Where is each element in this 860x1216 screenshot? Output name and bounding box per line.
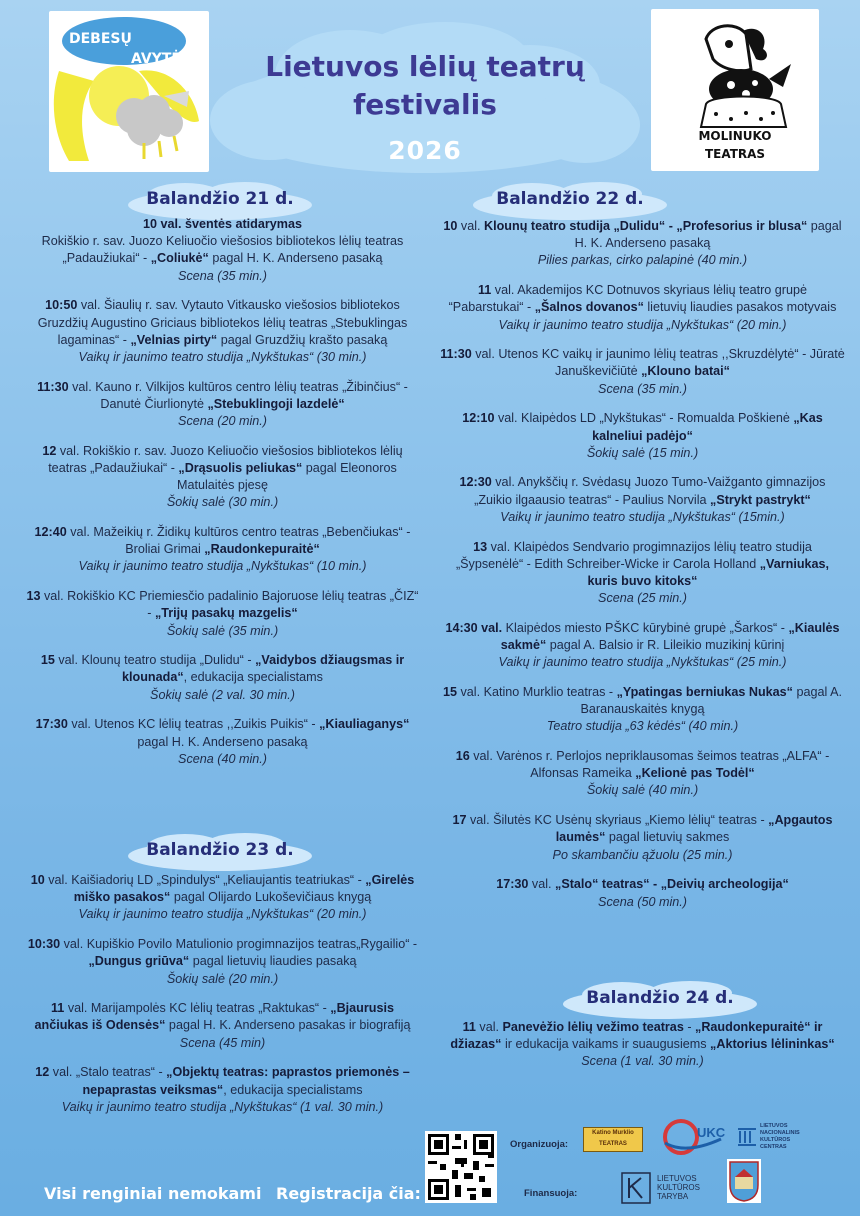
event-highlight: „Stebuklingoji lazdelė“ — [207, 396, 345, 411]
registration-qr-code[interactable] — [425, 1131, 497, 1203]
event-text: pagal lietuvių sakmes — [605, 830, 730, 845]
logo-right-text2: TEATRAS — [704, 147, 766, 161]
event-highlight: „Bjaurusis ančiukas iš Odensės“ — [34, 1001, 394, 1033]
event-text: Rokiškio r. sav. Juozo Keliuočio viešosios bibliotekos lėlių teatras „Padaužiukai“ - — [41, 234, 404, 266]
day-label-21: Balandžio 21 d. — [146, 189, 294, 209]
event-item — [440, 876, 845, 910]
event-highlight: 12:10 — [462, 411, 495, 426]
event-text: pagal Gruzdžių krašto pasaką — [217, 332, 388, 347]
event-item — [440, 218, 845, 270]
event-text: pagal A. Balsio ir R. Lileikio muzikinį kūrinį — [546, 638, 785, 653]
event-item — [25, 1000, 420, 1052]
event-highlight: 16 — [455, 749, 470, 764]
event-venue: Scena (20 min.) — [178, 414, 267, 429]
event-highlight: 11 — [51, 1001, 65, 1016]
event-item — [25, 216, 420, 285]
events-day-22 — [440, 218, 845, 923]
event-venue: Scena (35 min.) — [178, 268, 267, 283]
event-venue: Vaikų ir jaunimo teatro studija „Nykštukas“ (20 min.) — [498, 317, 787, 332]
event-text: val. Klounų teatro studija „Dulidu“ - — [54, 653, 256, 668]
event-text: - — [683, 1020, 696, 1034]
event-highlight: „Klouno batai“ — [641, 364, 730, 379]
event-highlight: 10:30 — [27, 937, 61, 952]
event-venue: Šokių salė (2 val. 30 min.) — [150, 687, 295, 702]
organizers-label: Organizuoja: — [510, 1139, 569, 1150]
day-header-24 — [560, 980, 760, 1020]
event-text: val. Šilutės KC Usėnų skyriaus „Kiemo lėlių“ teatras - — [466, 813, 769, 828]
event-venue: Scena (35 min.) — [598, 381, 687, 396]
event-highlight: „Stalo“ teatras“ - „Deivių archeologija“ — [555, 877, 789, 892]
event-item — [25, 652, 420, 704]
event-text: val. Utenos KC vaikų ir jaunimo lėlių teatras ,,Skruzdėlytė“ - Jūratė Januškevičiūtė — [471, 347, 845, 379]
event-highlight: 17 — [452, 813, 467, 828]
lnkc-logo — [736, 1123, 820, 1149]
event-highlight: „Drąsuolis peliukas“ — [178, 460, 303, 475]
event-venue: Šokių salė (15 min.) — [586, 445, 699, 460]
event-highlight: 13 — [473, 539, 488, 554]
lkt-text-1: LIETUVOS — [657, 1174, 697, 1183]
event-highlight: „Velnias pirty“ — [130, 332, 218, 347]
katino-murklio-logo — [583, 1127, 643, 1152]
day-label-22: Balandžio 22 d. — [496, 189, 644, 209]
event-text: pagal Olijardo Lukoševičiaus knygą — [170, 890, 372, 905]
page-title — [210, 48, 640, 124]
event-highlight: „Šalnos dovanos“ — [534, 300, 644, 315]
free-events-text: Visi renginiai nemokami — [44, 1184, 262, 1203]
title-line-1: Lietuvos lėlių teatrų — [265, 50, 585, 83]
event-item — [440, 539, 845, 608]
event-venue: Pilies parkas, cirko palapinė (40 min.) — [537, 253, 748, 268]
festival-year: 2026 — [388, 136, 462, 165]
event-venue: Scena (1 val. 30 min.) — [581, 1054, 704, 1069]
event-text: val. Akademijos KC Dotnuvos skyriaus lėlių teatro grupė “Pabarstukai“ - — [448, 283, 808, 315]
event-text: pagal H. K. Anderseno pasaką — [137, 734, 308, 749]
rokiskis-coat-of-arms — [727, 1159, 761, 1203]
event-highlight: „Objektų teatras: paprastos priemonės – nepaprastas veiksmas“ — [82, 1065, 410, 1097]
event-venue: Vaikų ir jaunimo teatro studija „Nykštukas“ (1 val. 30 min.) — [61, 1099, 384, 1114]
event-highlight: 17:30 — [35, 717, 68, 732]
event-highlight: „Girelės miško pasakos“ — [73, 873, 415, 905]
event-venue: Vaikų ir jaunimo teatro studija „Nykštukas“ (25 min.) — [498, 655, 787, 670]
event-item — [440, 410, 845, 462]
event-highlight: 13 — [26, 589, 41, 604]
event-venue: Šokių salė (20 min.) — [166, 971, 279, 986]
event-text: val. Utenos KC lėlių teatras ,,Zuikis Puikis“ - — [67, 717, 320, 732]
logo-left-text2: AVYTĖ — [131, 51, 181, 67]
event-venue: Šokių salė (40 min.) — [586, 783, 699, 798]
event-text: val. Mažeikių r. Židikų kultūros centro teatras „Bebenčiukas“ - Broliai Grimai — [66, 525, 411, 557]
event-highlight: „Varniukas, kuris buvo kitoks“ — [587, 556, 830, 588]
ukc-text: UKC — [697, 1125, 726, 1140]
event-item — [25, 936, 420, 988]
event-text: val. Šiaulių r. sav. Vytauto Vitkausko viešosios bibliotekos Gruzdžių Augustino Griciaus bibliotekos lėlių teatras „Stebuklingas lagaminas“ - — [37, 298, 408, 347]
lkt-logo — [621, 1172, 711, 1208]
event-venue: Scena (45 min) — [179, 1035, 266, 1050]
event-highlight: 12:30 — [459, 475, 492, 490]
event-item — [440, 1019, 845, 1071]
event-item — [25, 1064, 420, 1116]
event-item — [25, 716, 420, 768]
event-item — [440, 812, 845, 864]
event-venue: Vaikų ir jaunimo teatro studija „Nykštukas“ (10 min.) — [78, 559, 367, 574]
event-venue: Po skambančiu ąžuolu (25 min.) — [552, 847, 733, 862]
event-item — [440, 684, 845, 736]
event-highlight: 10 — [30, 873, 45, 887]
event-item — [25, 297, 420, 366]
event-text: pagal Eleonoros Matulaitės pjesę — [176, 460, 397, 493]
event-text: Klaipėdos miesto PŠKC kūrybinė grupė „Šarkos“ - — [502, 620, 789, 635]
event-highlight: 14:30 val. — [445, 620, 503, 635]
event-highlight: 11 — [462, 1020, 476, 1034]
event-text: val. Kauno r. Vilkijos kultūros centro lėlių teatras „Žibinčius“ - Danutė Čiurlionytė — [68, 379, 408, 411]
title-line-2: festivalis — [353, 88, 497, 121]
event-text: ir edukacija vaikams ir suaugusiems — [501, 1037, 711, 1052]
event-highlight: 15 — [40, 653, 55, 668]
event-highlight: „Vaidybos džiaugsmas ir klounada“ — [122, 653, 405, 685]
event-highlight: „Aktorius lėlininkas“ — [710, 1037, 835, 1052]
event-text: pagal H. K. Anderseno pasaką — [208, 251, 383, 266]
molinuko-teatras-logo — [651, 9, 819, 171]
event-highlight: 17:30 — [496, 877, 529, 892]
event-text: val. Rokiškio r. sav. Juozo Keliuočio viešosios bibliotekos lėlių teatras „Padaužiukai“ - — [48, 443, 403, 475]
day-label-24: Balandžio 24 d. — [586, 988, 734, 1008]
event-item — [25, 872, 420, 924]
logo-left-text1: DEBESŲ — [69, 31, 132, 47]
event-item — [440, 748, 845, 800]
event-text: pagal H. K. Anderseno pasaką — [574, 219, 842, 251]
event-highlight: „Kiaulės sakmė“ — [500, 620, 840, 653]
registration-text: Registracija čia: — [276, 1184, 421, 1203]
katino-murklio-text: Katino Murklio TEATRAS — [592, 1130, 634, 1147]
event-venue: Scena (50 min.) — [598, 894, 687, 909]
event-text: val. — [457, 219, 485, 233]
event-venue: Teatro studija „63 kėdės“ (40 min.) — [546, 719, 739, 734]
event-venue: Vaikų ir jaunimo teatro studija „Nykštukas“ (20 min.) — [78, 907, 367, 922]
lkt-text-2: KULTŪROS — [657, 1183, 700, 1192]
event-venue: Šokių salė (30 min.) — [166, 495, 279, 510]
event-highlight: 12 — [35, 1065, 50, 1080]
event-highlight: 11:30 — [440, 347, 472, 362]
event-item — [440, 346, 845, 398]
day-header-21 — [125, 181, 315, 221]
event-highlight: „Kas kalneliui padėjo“ — [592, 411, 823, 443]
event-text: pagal lietuvių liaudies pasaką — [189, 954, 357, 969]
event-text: , edukacija specialistams — [223, 1082, 363, 1097]
event-text: , edukacija specialistams — [183, 670, 323, 685]
event-item — [25, 588, 420, 640]
event-item — [440, 474, 845, 526]
debesu-avyte-logo — [49, 11, 209, 172]
event-highlight: „Strykt pastrykt“ — [710, 492, 811, 507]
event-item — [25, 443, 420, 512]
event-highlight: 10:50 — [45, 298, 78, 313]
day-label-23: Balandžio 23 d. — [146, 840, 294, 860]
event-venue: Scena (25 min.) — [598, 591, 687, 606]
logo-right-text1: MOLINUKO — [698, 129, 772, 143]
event-text: pagal H. K. Anderseno pasakas ir biografiją — [165, 1018, 411, 1033]
event-text: val. Kupiškio Povilo Matulionio progimnazijos teatras„Rygailio“ - — [60, 937, 418, 952]
event-text: val. — [528, 877, 556, 892]
event-highlight: „Raudonkepuraitė“ ir džiazas“ — [450, 1020, 823, 1052]
event-venue: Šokių salė (35 min.) — [166, 623, 279, 638]
funding-label: Finansuoja: — [524, 1188, 578, 1199]
event-highlight: „Kelionė pas Todėl“ — [635, 766, 755, 781]
event-text: val. Rokiškio KC Priemiesčio padalinio Bajoruose lėlių teatras „ČIZ“ - — [40, 589, 419, 621]
event-highlight: „Ypatingas berniukas Nukas“ — [616, 684, 793, 699]
event-text: pagal A. Baranauskaitės knygą — [580, 684, 842, 717]
event-item — [25, 379, 420, 431]
events-day-21 — [25, 216, 420, 780]
event-highlight: 12 — [42, 443, 57, 458]
event-highlight: „Raudonkepuraitė“ — [204, 542, 320, 557]
event-venue: Vaikų ir jaunimo teatro studija „Nykštukas“ (30 min.) — [78, 349, 367, 364]
day-header-22 — [470, 181, 670, 221]
event-highlight: 12:40 — [34, 525, 67, 540]
event-text: val. Anykščių r. Svėdasų Juozo Tumo-Vaižganto gimnazijos „Zuikio ilgaausio teatras“ - Paulius Norvila — [474, 475, 826, 507]
event-highlight: 15 — [442, 684, 457, 699]
event-venue: Scena (40 min.) — [178, 751, 267, 766]
event-text: lietuvių liaudies pasakos motyvais — [643, 300, 837, 315]
event-text: val. Klaipėdos Sendvario progimnazijos lėlių teatro studija „Šypsenėlė“ - Edith Schreiber-Wicke ir Carola Holland — [455, 539, 812, 571]
day-header-23 — [125, 832, 315, 872]
event-highlight: Panevėžio lėlių vežimo teatras — [502, 1020, 684, 1034]
event-highlight: Klounų teatro studija „Dulidu“ - „Profesorius ir blusa“ — [484, 219, 808, 233]
event-highlight: „Kiauliaganys“ — [319, 717, 410, 732]
event-highlight: 10 val. šventės atidarymas — [143, 217, 302, 231]
event-text: val. Varėnos r. Perlojos nepriklausomas šeimos teatras „ALFA“ - Alfonsas Rameika — [469, 749, 830, 781]
event-item — [440, 282, 845, 334]
event-text: val. Kaišiadorių LD „Spindulys“ „Keliaujantis teatriukas“ - — [44, 873, 366, 887]
event-text: val. — [475, 1020, 503, 1034]
lkt-text-3: TARYBA — [657, 1192, 689, 1201]
event-text: val. Klaipėdos LD „Nykštukas“ - Romualda Poškienė — [494, 411, 794, 426]
event-text: val. „Stalo teatras“ - — [49, 1065, 167, 1080]
events-day-24 — [440, 1019, 845, 1083]
event-highlight: „Apgautos laumės“ — [555, 813, 833, 845]
event-highlight: „Trijų pasakų mazgelis“ — [154, 606, 298, 621]
event-text: val. Marijampolės KC lėlių teatras „Raktukas“ - — [64, 1001, 331, 1016]
event-text: val. Katino Murklio teatras - — [457, 684, 617, 699]
event-highlight: 11 — [477, 283, 492, 298]
event-item — [25, 524, 420, 576]
event-highlight: 10 — [443, 219, 458, 233]
event-item — [440, 620, 845, 672]
lnkc-text: LIETUVOS NACIONALINIS KULTŪROS CENTRAS — [760, 1123, 800, 1150]
event-venue: Vaikų ir jaunimo teatro studija „Nykštukas“ (15min.) — [500, 509, 785, 524]
event-highlight: „Dungus griūva“ — [88, 954, 190, 969]
event-highlight: 11:30 — [37, 379, 69, 394]
ukc-logo — [661, 1119, 725, 1155]
events-day-23 — [25, 872, 420, 1128]
event-highlight: „Coliukė“ — [150, 251, 209, 266]
